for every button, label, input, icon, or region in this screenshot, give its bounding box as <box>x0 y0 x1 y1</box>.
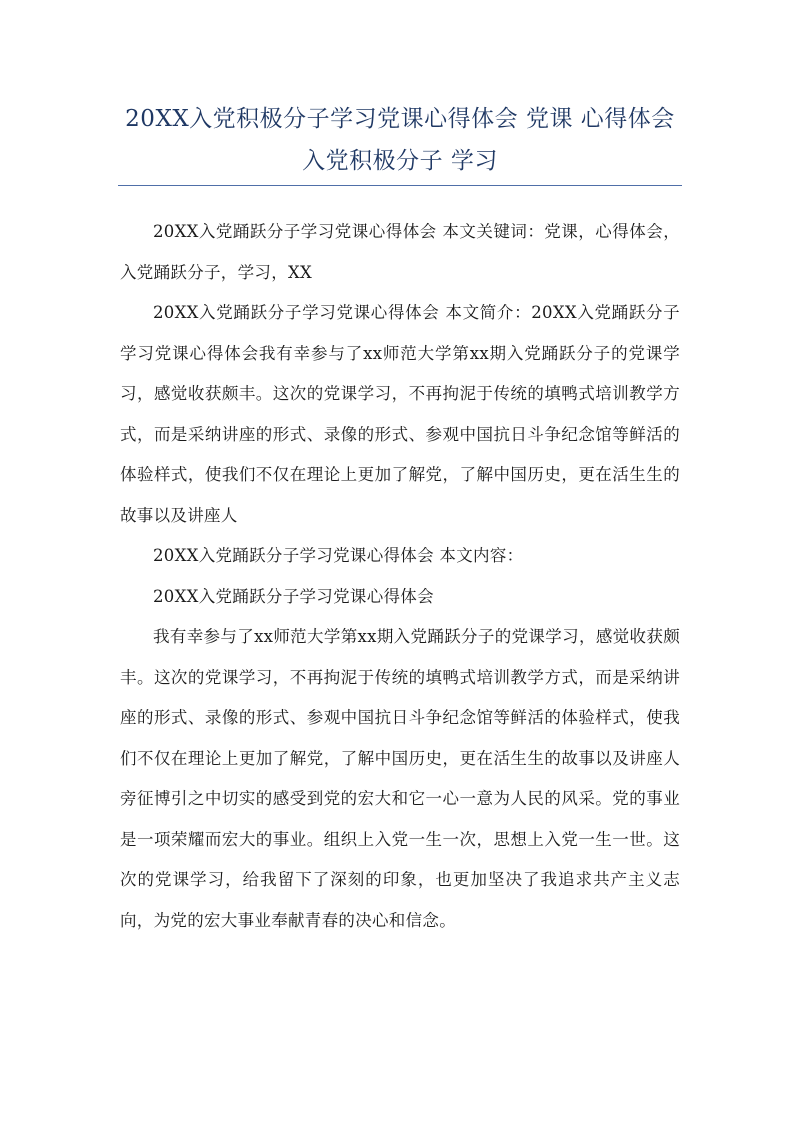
paragraph-content-heading: 20XX入党踊跃分子学习党课心得体会 本文内容： <box>153 546 524 565</box>
paragraph-summary: 20XX入党踊跃分子学习党课心得体会 本文简介：20XX入党踊跃分子学习党课心得体会我有幸参与了xx师范大学第xx期入党踊跃分子的党课学习，感觉收获颇丰。这次的党课学习，不再拘泥于传统的填鸭式培训教学方式，而是采纳讲座的形式、录像的形式、参观中国抗日斗争纪念馆等鲜活的体验样式，使我们不仅在理论上更加了解党，了解中国历史，更在活生生的故事以及讲座人 <box>120 303 680 525</box>
title-underline <box>118 185 682 186</box>
paragraph-keywords: 20XX入党踊跃分子学习党课心得体会 本文关键词：党课，心得体会，入党踊跃分子，学习，XX <box>120 222 680 282</box>
paragraph-main-text: 我有幸参与了xx师范大学第xx期入党踊跃分子的党课学习，感觉收获颇丰。这次的党课学习，不再拘泥于传统的填鸭式培训教学方式，而是采纳讲座的形式、录像的形式、参观中国抗日斗争纪念馆等鲜活的体验样式，使我们不仅在理论上更加了解党，了解中国历史，更在活生生的故事以及讲座人旁征博引之中切实的感受到党的宏大和它一心一意为人民的风采。党的事业是一项荣耀而宏大的事业。组织上入党一生一次，思想上入党一生一世。这次的党课学习，给我留下了深刻的印象，也更加坚决了我追求共产主义志向，为党的宏大事业奉献青春的决心和信念。 <box>120 627 680 930</box>
paragraph-subtitle: 20XX入党踊跃分子学习党课心得体会 <box>153 586 434 606</box>
document-body <box>120 212 680 941</box>
document-title: 20XX入党积极分子学习党课心得体会 党课 心得体会 入党积极分子 学习 <box>125 106 675 174</box>
